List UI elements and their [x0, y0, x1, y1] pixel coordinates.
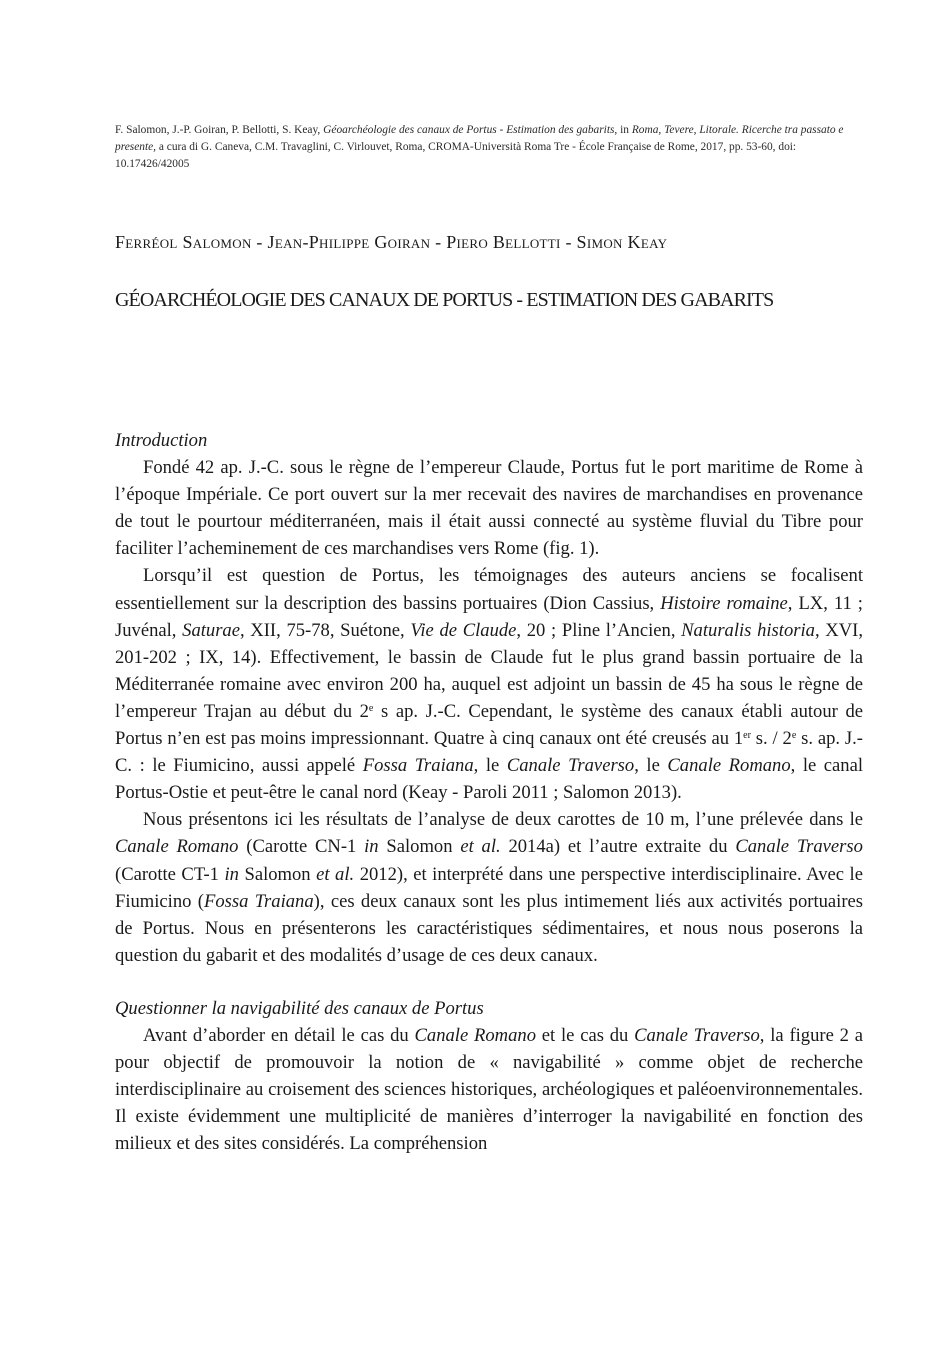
- section-heading-introduction: Introduction: [115, 430, 208, 451]
- paragraph: Fondé 42 ap. J.-C. sous le règne de l’empereur Claude, Portus fut le port maritime de Rome à l’époque Impériale. Ce port ouvert sur la mer recevait des navires de marchandises en provenance de tout le pourtour méditerranéen, mais il était aussi connecté au système fluvial du Tibre pour faciliter l’acheminement de ces marchandises vers Rome (fig. 1).: [115, 457, 863, 560]
- section-heading-navigability: Questionner la navigabilité des canaux de Portus: [115, 997, 484, 1019]
- article-title: GÉOARCHÉOLOGIE DES CANAUX DE PORTUS - ESTIMATION DES GABARITS: [115, 289, 774, 311]
- paragraph: Nous présentons ici les résultats de l’analyse de deux carottes de 10 m, l’une prélevée dans le Canale Romano (Carotte CN-1 in Salomon et al. 2014a) et l’autre extraite du Canale Traverso (Carotte CT-1 in Salomon et al. 2012), et interprété dans une perspective interdisciplinaire. Avec le Fiumicino (Fossa Traiana), ces deux canaux sont les plus intimement liés aux activités portuaires de Portus. Nous en présenterons les caractéristiques sédimentaires, et nous nous poserons la question du gabarit et des modalités d’usage de ces deux canaux.: [115, 809, 864, 966]
- paragraph: Avant d’aborder en détail le cas du Canale Romano et le cas du Canale Traverso, la figure 2 a pour objectif de promouvoir la notion de « navigabilité » comme objet de recherche interdisciplinaire au croisement des sciences historiques, archéologiques et paléoenvironnementales. Il existe évidemment une multiplicité de manières d’interroger la navigabilité en fonction des milieux et des sites considérés. La compréhension: [115, 1024, 863, 1155]
- citation-book-title: Roma, Tevere, Litorale. Ricerche tra passato e presente,: [115, 124, 844, 153]
- citation-authors: F. Salomon, J.-P. Goiran, P. Bellotti, S. Keay,: [115, 124, 321, 136]
- citation-article-title: Géoarchéologie des canaux de Portus - Estimation des gabarits: [323, 124, 615, 136]
- article-body: [115, 427, 863, 1157]
- paragraph: Lorsqu’il est question de Portus, les témoignages des auteurs anciens se focalisent essentiellement sur la description des bassins portuaires (Dion Cassius, Histoire romaine, LX, 11 ; Juvénal, Saturae, XII, 75-78, Suétone, Vie de Claude, 20 ; Pline l’Ancien, Naturalis historia, XVI, 201-202 ; IX, 14). Effectivement, le bassin de Claude fut le plus grand bassin portuaire de la Méditerranée romaine avec environ 200 ha, auquel est adjoint un bassin de 45 ha sous le règne de l’empereur Trajan au début du 2e s ap. J.-C. Cependant, le système des canaux établi autour de Portus n’en est pas moins impressionnant. Quatre à cinq canaux ont été creusés au 1er s. / 2e s. ap. J.-C. : le Fiumicino, aussi appelé Fossa Traiana, le Canale Traverso, le Canale Romano, le canal Portus-Ostie et peut-être le canal nord (Keay - Paroli 2011 ; Salomon 2013).: [115, 565, 864, 804]
- citation-block: [115, 122, 865, 173]
- citation-rest: a cura di G. Caneva, C.M. Travaglini, C. Virlouvet, Roma, CROMA-Università Roma Tre - École Française de Rome, 2017, pp. 53-60, doi: 10.17426/42005: [115, 141, 797, 170]
- citation-in: , in: [614, 124, 629, 136]
- authors-line: Ferréol Salomon - Jean-Philippe Goiran - Piero Bellotti - Simon Keay: [115, 232, 668, 252]
